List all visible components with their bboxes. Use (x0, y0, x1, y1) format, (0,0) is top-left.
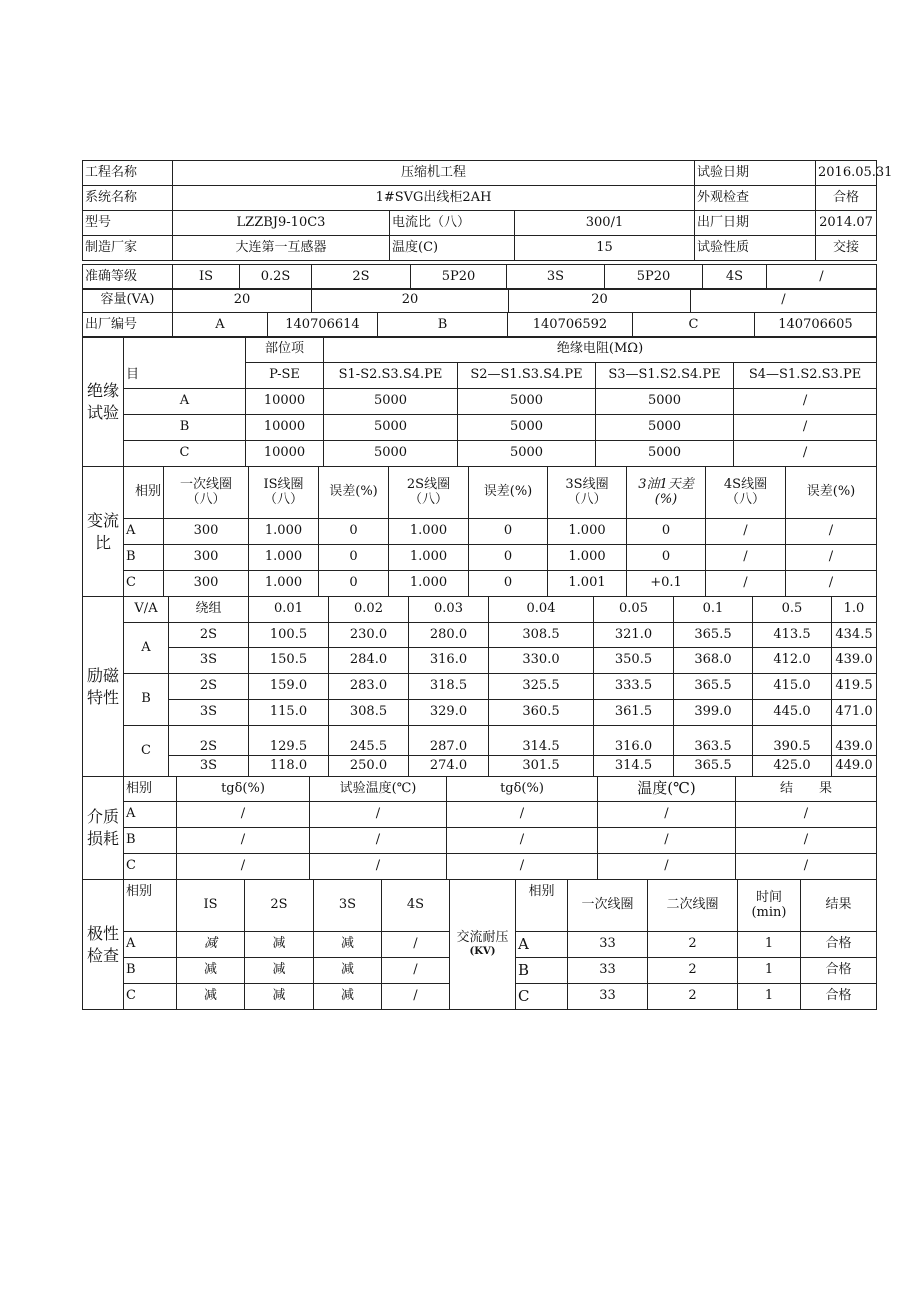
current-header: 1.0 (832, 597, 877, 623)
item-label: 目 (124, 363, 246, 389)
current-header: 0.01 (249, 597, 329, 623)
value-cell: 415.0 (753, 674, 832, 700)
value-cell: 321.0 (594, 623, 674, 648)
capacity-table (82, 288, 877, 313)
table-row (83, 756, 877, 777)
ac-header: 结果 (801, 880, 877, 932)
accuracy-cell: 5P20 (605, 265, 703, 290)
table-row (83, 519, 877, 545)
value-cell: 150.5 (249, 648, 329, 674)
value-cell: / (734, 389, 877, 415)
accuracy-cell: 2S (312, 265, 411, 290)
table-row (83, 415, 877, 441)
capacity-cell: 20 (173, 289, 312, 313)
value-cell: 5000 (324, 415, 458, 441)
capacity-cell: 20 (509, 289, 691, 313)
value-cell: 314.5 (594, 756, 674, 777)
insulation-table (82, 336, 877, 467)
dielectric-section-title: 介质损耗 (83, 777, 124, 880)
value-cell: 439.0 (832, 648, 877, 674)
accuracy-label: 准确等级 (83, 265, 173, 290)
value-cell: 365.5 (674, 756, 753, 777)
value-cell: 5000 (596, 389, 734, 415)
value-cell: 308.5 (329, 700, 409, 726)
phase-cell: C (124, 854, 177, 880)
value-cell: 减 (314, 958, 382, 984)
capacity-cell: / (691, 289, 877, 313)
value-cell: 1.000 (548, 519, 627, 545)
test-date-value: 2016.05.31 (816, 161, 877, 186)
value-cell: / (177, 802, 310, 828)
value-cell: 减 (245, 984, 314, 1010)
maker-value: 大连第一互感器 (173, 236, 390, 261)
phase-cell: A (124, 389, 246, 415)
ratio-header: 2S线圈（八） (389, 467, 469, 519)
value-cell: 365.5 (674, 674, 753, 700)
value-cell: / (786, 519, 877, 545)
polarity-table (82, 879, 877, 1010)
polarity-header: 4S (382, 880, 450, 932)
value-cell: 425.0 (753, 756, 832, 777)
ac-header: 一次线圈 (568, 880, 648, 932)
value-cell: / (706, 571, 786, 597)
winding-cell: 2S (169, 623, 249, 648)
system-label: 系统名称 (83, 186, 173, 211)
ratio-section-title: 变流比 (83, 467, 124, 597)
accuracy-cell: 5P20 (411, 265, 507, 290)
current-header: 0.5 (753, 597, 832, 623)
value-cell: 118.0 (249, 756, 329, 777)
value-cell: 159.0 (249, 674, 329, 700)
ratio-header: IS线圈（八） (249, 467, 319, 519)
value-cell: 5000 (458, 441, 596, 467)
ac-withstand-label-cell (450, 880, 516, 1010)
serial-label: 出厂编号 (83, 313, 173, 338)
project-label: 工程名称 (83, 161, 173, 186)
serial-number: 140706605 (755, 313, 877, 338)
value-cell: 316.0 (594, 726, 674, 756)
table-row (83, 726, 877, 756)
value-cell: +0.1 (627, 571, 706, 597)
value-cell: / (310, 854, 447, 880)
value-cell: 316.0 (409, 648, 489, 674)
dielectric-header: 相别 (124, 777, 177, 802)
excitation-table (82, 596, 877, 777)
ratio-header: 一次线圈（八） (164, 467, 249, 519)
value-cell: / (736, 802, 877, 828)
value-cell: / (786, 571, 877, 597)
dielectric-header: 结 果 (736, 777, 877, 802)
value-cell: 300 (164, 545, 249, 571)
current-header: 0.05 (594, 597, 674, 623)
value-cell: 1.000 (389, 545, 469, 571)
value-cell: 330.0 (489, 648, 594, 674)
ac-header: 相别 (516, 880, 568, 932)
ac-phase-cell: B (516, 958, 568, 984)
value-cell: 300 (164, 571, 249, 597)
value-cell: 230.0 (329, 623, 409, 648)
value-cell: / (734, 415, 877, 441)
accuracy-cell: / (767, 265, 877, 290)
value-cell: 5000 (324, 389, 458, 415)
value-cell: 445.0 (753, 700, 832, 726)
phase-cell: A (124, 519, 164, 545)
value-cell: 合格 (801, 932, 877, 958)
table-row (83, 545, 877, 571)
ratio-value: 300/1 (515, 211, 695, 236)
phase-cell: B (124, 674, 169, 726)
accuracy-cell: 4S (703, 265, 767, 290)
value-cell: / (786, 545, 877, 571)
value-cell: / (706, 519, 786, 545)
excitation-section-title: 励磁特性 (83, 597, 124, 777)
ratio-header: 3S线圈（八） (548, 467, 627, 519)
value-cell: 合格 (801, 958, 877, 984)
value-cell: 333.5 (594, 674, 674, 700)
insulation-col-header: S3—S1.S2.S4.PE (596, 363, 734, 389)
value-cell: 360.5 (489, 700, 594, 726)
value-cell: 减 (314, 932, 382, 958)
temp-value: 15 (515, 236, 695, 261)
serial-number: 140706592 (508, 313, 633, 338)
phase-cell: C (124, 726, 169, 777)
value-cell: 5000 (458, 389, 596, 415)
current-header: 0.04 (489, 597, 594, 623)
current-header: 0.1 (674, 597, 753, 623)
nature-value: 交接 (816, 236, 877, 261)
insulation-col-header: S2—S1.S3.S4.PE (458, 363, 596, 389)
dielectric-header: tgδ(%) (447, 777, 598, 802)
accuracy-cell: IS (173, 265, 240, 290)
resistance-label: 绝缘电阻(MΩ) (324, 337, 877, 363)
ac-phase-cell: A (516, 932, 568, 958)
value-cell: 10000 (246, 415, 324, 441)
value-cell: / (310, 802, 447, 828)
value-cell: 1 (738, 984, 801, 1010)
ratio-label: 电流比（八） (390, 211, 515, 236)
value-cell: 350.5 (594, 648, 674, 674)
value-cell: 365.5 (674, 623, 753, 648)
value-cell: 318.5 (409, 674, 489, 700)
ac-phase-cell: C (516, 984, 568, 1010)
value-cell: 2 (648, 984, 738, 1010)
serial-phase: B (378, 313, 508, 338)
value-cell: 308.5 (489, 623, 594, 648)
winding-cell: 2S (169, 726, 249, 756)
value-cell: 1.000 (249, 519, 319, 545)
polarity-header: 2S (245, 880, 314, 932)
capacity-label: 容量(VA) (83, 289, 173, 313)
polarity-header: 3S (314, 880, 382, 932)
table-row (83, 571, 877, 597)
ratio-header: 误差(%) (319, 467, 389, 519)
value-cell: / (177, 854, 310, 880)
value-cell: 314.5 (489, 726, 594, 756)
ratio-header: 误差(%) (786, 467, 877, 519)
value-cell: / (598, 828, 736, 854)
value-cell: 274.0 (409, 756, 489, 777)
current-header: 0.02 (329, 597, 409, 623)
value-cell: 0 (319, 519, 389, 545)
factory-date-value: 2014.07 (816, 211, 877, 236)
value-cell: 329.0 (409, 700, 489, 726)
ratio-header: 误差(%) (469, 467, 548, 519)
value-cell: 减 (245, 932, 314, 958)
value-cell: 33 (568, 932, 648, 958)
value-cell: / (598, 854, 736, 880)
value-cell: 0 (627, 519, 706, 545)
value-cell: / (706, 545, 786, 571)
insulation-col-header: S4—S1.S2.S3.PE (734, 363, 877, 389)
accuracy-cell: 3S (507, 265, 605, 290)
table-row (83, 441, 877, 467)
winding-label: 绕组 (169, 597, 249, 623)
value-cell: 0 (469, 519, 548, 545)
value-cell: 2 (648, 958, 738, 984)
appearance-value: 合格 (816, 186, 877, 211)
phase-cell: C (124, 571, 164, 597)
phase-cell: C (124, 984, 177, 1010)
value-cell: 300 (164, 519, 249, 545)
ac-withstand-label: 交流耐压 (456, 930, 509, 946)
ac-header: 二次线圈 (648, 880, 738, 932)
ratio-header: 4S线圈（八） (706, 467, 786, 519)
va-label: V/A (124, 597, 169, 623)
value-cell: 1.000 (548, 545, 627, 571)
value-cell: 413.5 (753, 623, 832, 648)
ac-withstand-unit: (KV) (469, 946, 496, 958)
value-cell: 2 (648, 932, 738, 958)
value-cell: 1.000 (389, 519, 469, 545)
value-cell: 361.5 (594, 700, 674, 726)
serial-number: 140706614 (268, 313, 378, 338)
value-cell: / (447, 854, 598, 880)
value-cell: / (598, 802, 736, 828)
value-cell: 363.5 (674, 726, 753, 756)
winding-cell: 3S (169, 648, 249, 674)
phase-cell: B (124, 828, 177, 854)
value-cell: 434.5 (832, 623, 877, 648)
value-cell: 1.001 (548, 571, 627, 597)
accuracy-table (82, 264, 877, 290)
table-row (83, 648, 877, 674)
serial-table (82, 312, 877, 338)
value-cell: 10000 (246, 389, 324, 415)
value-cell: / (382, 932, 450, 958)
dielectric-header: tgδ(%) (177, 777, 310, 802)
phase-cell: C (124, 441, 246, 467)
table-row (83, 700, 877, 726)
dielectric-header: 温度(℃) (598, 777, 736, 802)
nature-label: 试验性质 (695, 236, 816, 261)
maker-label: 制造厂家 (83, 236, 173, 261)
current-header: 0.03 (409, 597, 489, 623)
winding-cell: 2S (169, 674, 249, 700)
value-cell: / (310, 828, 447, 854)
insulation-section-title: 绝缘试验 (83, 337, 124, 467)
value-cell: / (382, 958, 450, 984)
value-cell: 100.5 (249, 623, 329, 648)
value-cell: / (447, 828, 598, 854)
value-cell: 减 (314, 984, 382, 1010)
value-cell: / (447, 802, 598, 828)
phase-cell: A (124, 932, 177, 958)
value-cell: 5000 (596, 415, 734, 441)
value-cell: 减 (177, 958, 245, 984)
temp-label: 温度(C) (390, 236, 515, 261)
value-cell: 287.0 (409, 726, 489, 756)
value-cell: 减 (177, 932, 245, 958)
ratio-header: 相别 (124, 467, 164, 519)
appearance-label: 外观检查 (695, 186, 816, 211)
phase-cell: B (124, 415, 246, 441)
value-cell: / (734, 441, 877, 467)
value-cell: 5000 (324, 441, 458, 467)
value-cell: 10000 (246, 441, 324, 467)
value-cell: 471.0 (832, 700, 877, 726)
value-cell: 419.5 (832, 674, 877, 700)
value-cell: 1.000 (249, 545, 319, 571)
position-label: 部位项 (246, 337, 324, 363)
value-cell: 280.0 (409, 623, 489, 648)
capacity-cell: 20 (312, 289, 509, 313)
table-row (83, 674, 877, 700)
phase-cell: B (124, 545, 164, 571)
table-row (83, 828, 877, 854)
polarity-header: IS (177, 880, 245, 932)
ac-header: 时间(min) (738, 880, 801, 932)
header-table (82, 160, 893, 261)
system-value: 1#SVG出线柜2AH (173, 186, 695, 211)
value-cell: 368.0 (674, 648, 753, 674)
insulation-col-header: S1-S2.S3.S4.PE (324, 363, 458, 389)
value-cell: 减 (245, 958, 314, 984)
ratio-table (82, 466, 877, 597)
value-cell: 245.5 (329, 726, 409, 756)
value-cell: 1.000 (249, 571, 319, 597)
value-cell: 301.5 (489, 756, 594, 777)
phase-cell: A (124, 623, 169, 674)
serial-phase: C (633, 313, 755, 338)
table-row (83, 623, 877, 648)
winding-cell: 3S (169, 700, 249, 726)
value-cell: 合格 (801, 984, 877, 1010)
value-cell: / (736, 854, 877, 880)
value-cell: 1 (738, 958, 801, 984)
dielectric-table (82, 776, 877, 880)
value-cell: 33 (568, 958, 648, 984)
ratio-header: 3油1天差(%) (627, 467, 706, 519)
polarity-section-title: 极性检查 (83, 880, 124, 1010)
value-cell: 1.000 (389, 571, 469, 597)
value-cell: 0 (469, 571, 548, 597)
phase-cell: A (124, 802, 177, 828)
phase-cell: B (124, 958, 177, 984)
factory-date-label: 出厂日期 (695, 211, 816, 236)
value-cell: 250.0 (329, 756, 409, 777)
value-cell: 115.0 (249, 700, 329, 726)
value-cell: 399.0 (674, 700, 753, 726)
value-cell: 0 (319, 571, 389, 597)
winding-cell: 3S (169, 756, 249, 777)
value-cell: / (736, 828, 877, 854)
table-row (83, 802, 877, 828)
model-label: 型号 (83, 211, 173, 236)
value-cell: 33 (568, 984, 648, 1010)
table-row (83, 854, 877, 880)
serial-phase: A (173, 313, 268, 338)
value-cell: 1 (738, 932, 801, 958)
value-cell: 5000 (596, 441, 734, 467)
value-cell: 5000 (458, 415, 596, 441)
value-cell: 439.0 (832, 726, 877, 756)
value-cell: 减 (177, 984, 245, 1010)
value-cell: 0 (319, 545, 389, 571)
test-date-label: 试验日期 (695, 161, 816, 186)
insulation-col-header: P-SE (246, 363, 324, 389)
value-cell: 412.0 (753, 648, 832, 674)
project-value: 压缩机工程 (173, 161, 695, 186)
value-cell: 325.5 (489, 674, 594, 700)
table-row (83, 389, 877, 415)
value-cell: 129.5 (249, 726, 329, 756)
value-cell: 284.0 (329, 648, 409, 674)
value-cell: 0 (469, 545, 548, 571)
accuracy-cell: 0.2S (240, 265, 312, 290)
value-cell: 449.0 (832, 756, 877, 777)
value-cell: 0 (627, 545, 706, 571)
polarity-header: 相别 (124, 880, 177, 932)
value-cell: 390.5 (753, 726, 832, 756)
value-cell: 283.0 (329, 674, 409, 700)
model-value: LZZBJ9-10C3 (173, 211, 390, 236)
value-cell: / (177, 828, 310, 854)
value-cell: / (382, 984, 450, 1010)
dielectric-header: 试验温度(℃) (310, 777, 447, 802)
